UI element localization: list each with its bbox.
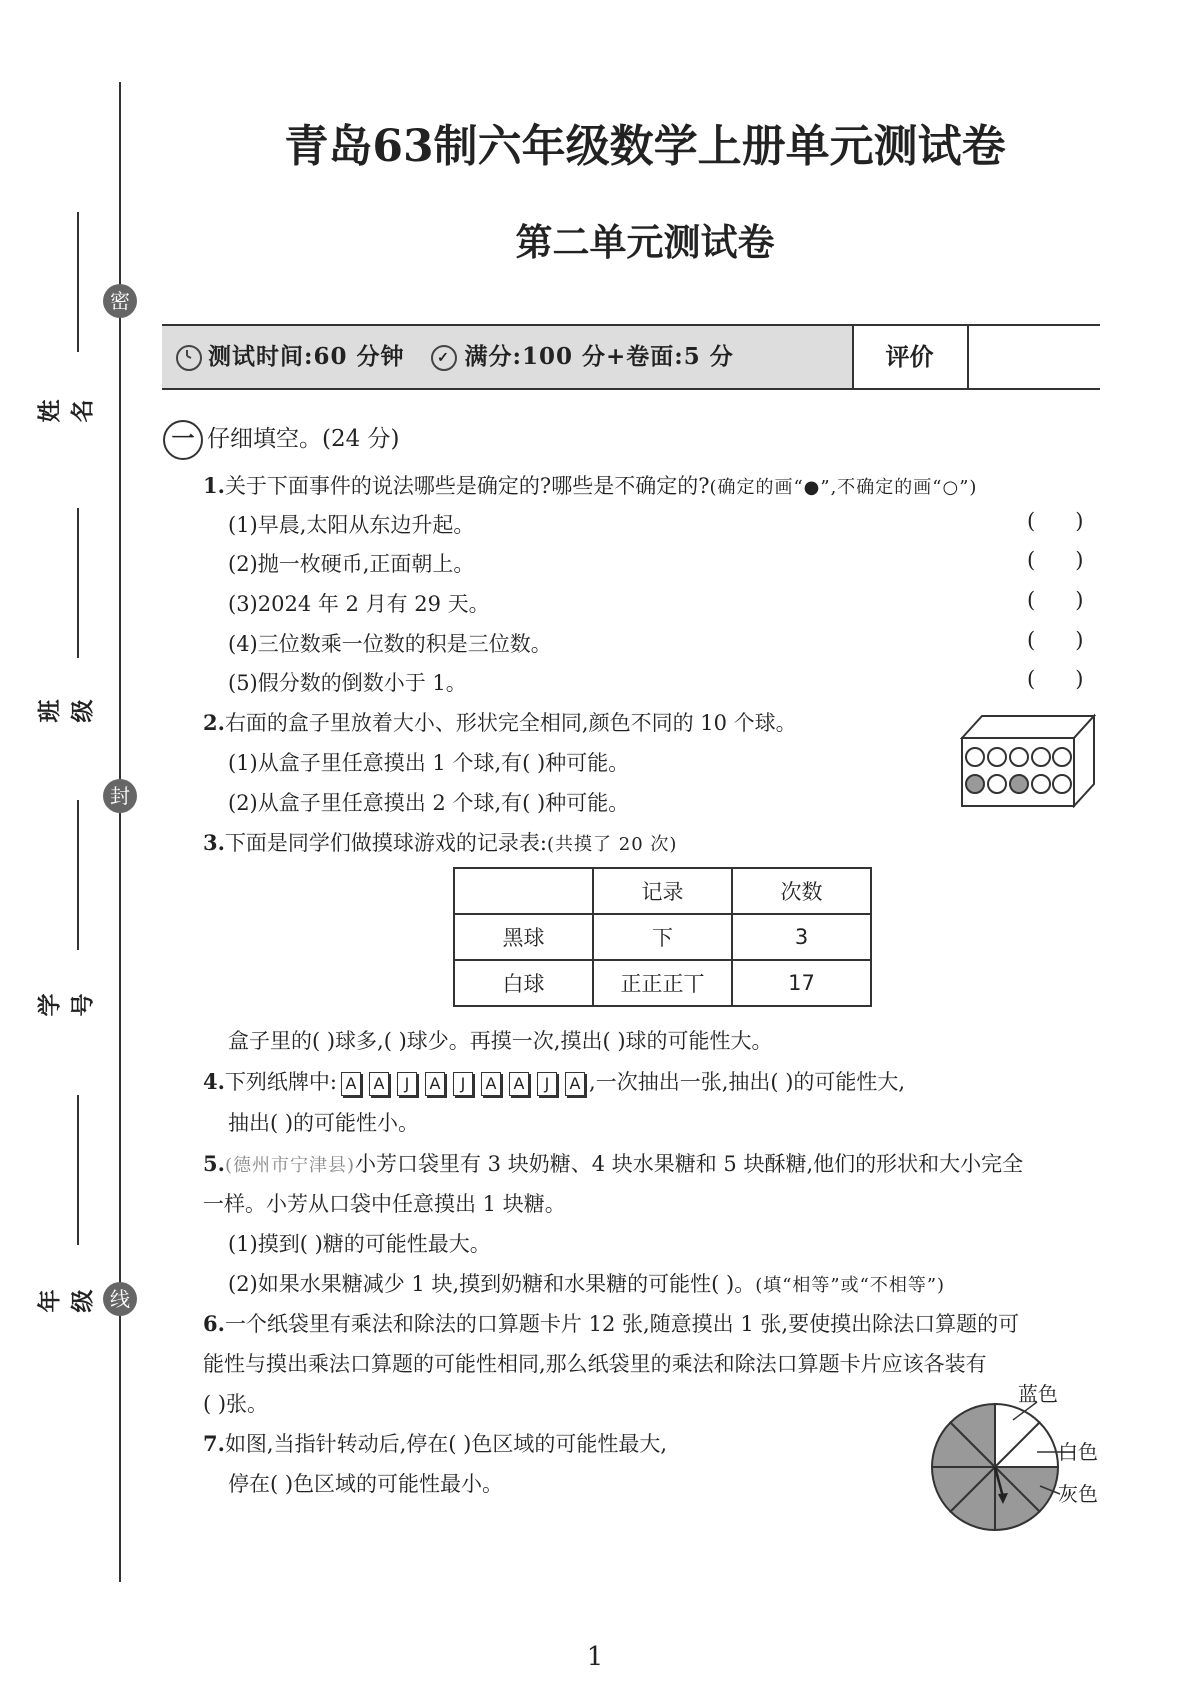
question-5: [203, 1148, 1023, 1178]
question-3: [203, 827, 677, 857]
table-cell: 下: [593, 914, 732, 960]
class-label: 班级: [37, 699, 96, 723]
grade-line: [77, 1095, 79, 1245]
question-4: [203, 1066, 905, 1096]
q1-answer-5[interactable]: (): [1027, 667, 1124, 691]
student-id-line: [77, 800, 79, 950]
question-2: [203, 707, 797, 737]
playing-card: A: [341, 1072, 361, 1096]
table-cell: 17: [732, 960, 871, 1006]
page-number: 1: [586, 1642, 604, 1672]
label-gray: 灰色: [1058, 1482, 1098, 1506]
table-row: [454, 960, 871, 1006]
page-subtitle: 第二单元测试卷: [515, 220, 775, 264]
seal-mi: 密: [103, 284, 137, 318]
card-row: [337, 1070, 589, 1094]
full-score: 满分:100 分+卷面:5 分: [464, 343, 734, 370]
question-text[interactable]: 如图,当指针转动后,停在( )色区域的可能性最大,: [224, 1432, 668, 1456]
q1-answer-2[interactable]: (): [1027, 548, 1124, 572]
q1-item-5: (5)假分数的倒数小于 1。: [228, 671, 467, 695]
section-title: 仔细填空。(24 分): [207, 426, 400, 452]
question-number: 5.: [203, 1151, 225, 1176]
info-text: [210, 326, 734, 388]
question-text: 下面是同学们做摸球游戏的记录表:: [224, 831, 548, 855]
question-number: 3.: [203, 830, 225, 855]
q5-line-2: 一样。小芳从口袋中任意摸出 1 块糖。: [203, 1192, 566, 1216]
test-time: 测试时间:60 分钟: [208, 343, 405, 370]
info-divider-2: [967, 326, 969, 388]
q1-item-4: (4)三位数乘一位数的积是三位数。: [228, 632, 552, 656]
student-id-label: 学号: [37, 993, 96, 1017]
q6-line-3[interactable]: ( )张。: [203, 1392, 269, 1416]
class-line: [77, 508, 79, 658]
label-blue: 蓝色: [1018, 1382, 1058, 1406]
q1-item-2: (2)抛一枚硬币,正面朝上。: [228, 552, 475, 576]
q7-line-2[interactable]: 停在( )色区域的可能性最小。: [228, 1472, 504, 1496]
question-number: 2.: [203, 710, 225, 735]
playing-card: J: [397, 1072, 417, 1096]
question-text: 右面的盒子里放着大小、形状完全相同,颜色不同的 10 个球。: [224, 711, 797, 735]
table-row: [454, 914, 871, 960]
table-header-row: [454, 868, 871, 914]
ball-box-illustration: [958, 712, 1098, 808]
question-text: 小芳口袋里有 3 块奶糖、4 块水果糖和 5 块酥糖,他们的形状和大小完全: [354, 1152, 1024, 1176]
table-cell: 黑球: [454, 914, 593, 960]
label-white: 白色: [1058, 1440, 1098, 1464]
section-number: 一: [163, 420, 203, 460]
question-note: (共摸了 20 次): [547, 834, 678, 855]
playing-card: A: [565, 1072, 585, 1096]
question-text: 一个纸袋里有乘法和除法的口算题卡片 12 张,随意摸出 1 张,要使摸出除法口算题的可: [224, 1312, 1020, 1336]
clock-icon: [176, 345, 202, 371]
playing-card: A: [481, 1072, 501, 1096]
question-text-cont[interactable]: ,一次抽出一张,抽出( )的可能性大,: [589, 1070, 906, 1094]
table-header-cell: 次数: [732, 868, 871, 914]
section-heading: [163, 420, 400, 460]
question-text: 下列纸牌中:: [224, 1070, 338, 1094]
q1-item-1: (1)早晨,太阳从东边升起。: [228, 513, 475, 537]
table-cell: 正正正丅: [593, 960, 732, 1006]
question-text: 关于下面事件的说法哪些是确定的?哪些是不确定的?: [224, 474, 710, 498]
grade-label: 年级: [37, 1289, 96, 1313]
seal-xian: 线: [103, 1282, 137, 1316]
playing-card: A: [369, 1072, 389, 1096]
q2-item-2[interactable]: (2)从盒子里任意摸出 2 个球,有( )种可能。: [228, 791, 630, 815]
question-6: [203, 1308, 1019, 1338]
playing-card: A: [509, 1072, 529, 1096]
info-bar: [162, 324, 1100, 390]
playing-card: J: [453, 1072, 473, 1096]
playing-card: A: [425, 1072, 445, 1096]
q1-answer-1[interactable]: (): [1027, 509, 1124, 533]
page-title: 青岛63制六年级数学上册单元测试卷: [284, 121, 1006, 172]
q5-item-2-text[interactable]: (2)如果水果糖减少 1 块,摸到奶糖和水果糖的可能性( )。: [228, 1272, 756, 1296]
spinner-illustration: [925, 1382, 1105, 1532]
playing-card: J: [537, 1072, 557, 1096]
question-7: [203, 1428, 667, 1458]
q5-item-1[interactable]: (1)摸到( )糖的可能性最大。: [228, 1232, 491, 1256]
q5-item-2-note: (填“相等”或“不相等”): [755, 1275, 946, 1296]
q6-line-2: 能性与摸出乘法口算题的可能性相同,那么纸袋里的乘法和除法口算题卡片应该各装有: [203, 1352, 987, 1376]
q2-item-1[interactable]: (1)从盒子里任意摸出 1 个球,有( )种可能。: [228, 751, 630, 775]
question-note: (确定的画“●”,不确定的画“○”): [709, 477, 978, 498]
record-table: [453, 867, 872, 1007]
question-number: 7.: [203, 1431, 225, 1456]
question-number: 1.: [203, 473, 225, 498]
q1-item-3: (3)2024 年 2 月有 29 天。: [228, 592, 490, 616]
seal-feng: 封: [103, 779, 137, 813]
q3-fill-blanks[interactable]: 盒子里的( )球多,( )球少。再摸一次,摸出( )球的可能性大。: [228, 1029, 773, 1053]
table-header-cell: 记录: [593, 868, 732, 914]
name-line: [77, 212, 79, 352]
table-cell: 3: [732, 914, 871, 960]
name-label: 姓名: [37, 399, 96, 423]
table-header-cell: [454, 868, 593, 914]
question-number: 6.: [203, 1311, 225, 1336]
question-source: (德州市宁津县): [224, 1155, 355, 1176]
table-cell: 白球: [454, 960, 593, 1006]
question-number: 4.: [203, 1069, 225, 1094]
q4-line-2[interactable]: 抽出( )的可能性小。: [228, 1111, 420, 1135]
question-1: [203, 470, 977, 500]
q1-answer-4[interactable]: (): [1027, 628, 1124, 652]
q5-item-2[interactable]: [228, 1268, 945, 1298]
evaluation-label: 评价: [885, 342, 934, 371]
check-icon: ✓: [431, 345, 457, 371]
q1-answer-3[interactable]: (): [1027, 588, 1124, 612]
